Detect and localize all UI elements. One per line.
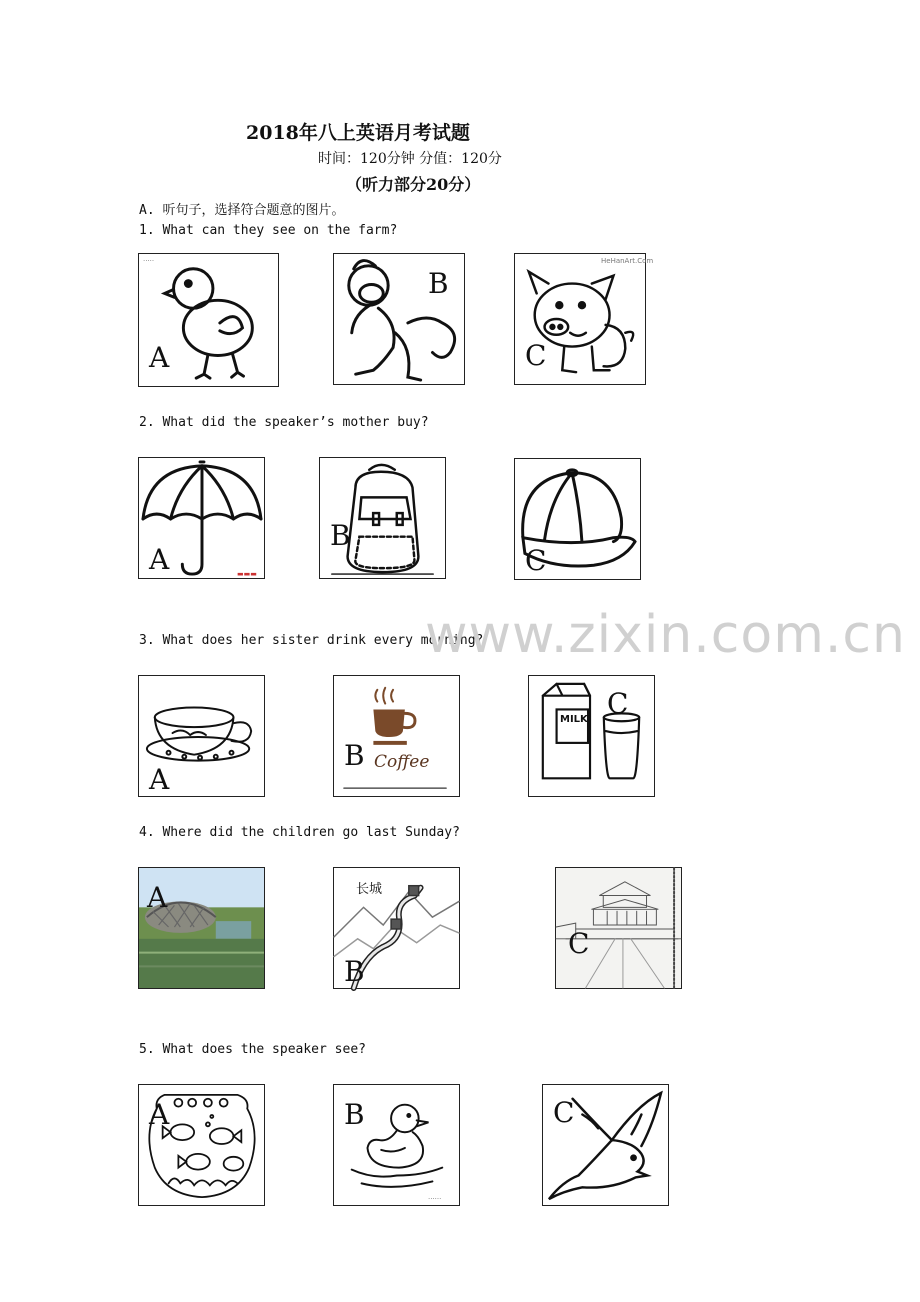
option-b-label: B: [344, 739, 365, 772]
option-a-label: A: [147, 881, 168, 914]
great-wall-label: 长城: [356, 882, 383, 897]
section-heading: （听力部分20分）: [346, 175, 481, 194]
coffee-picture: [333, 675, 460, 797]
option-c-label: C: [553, 1096, 575, 1129]
birds-nest-stadium-picture: [138, 867, 265, 989]
option-b-label: B: [344, 1098, 365, 1131]
option-c-label: C: [607, 687, 629, 720]
watermark: www.zixin.com.cn: [425, 605, 906, 665]
tea-cup-picture: [138, 675, 265, 797]
milk-picture: [528, 675, 655, 797]
option-a-label: A: [149, 1098, 170, 1131]
option-c-label: C: [568, 927, 590, 960]
part-a-instruction: A. 听句子，选择符合题意的图片。: [139, 203, 345, 218]
option-a-label: A: [149, 341, 170, 374]
pig-picture: [514, 253, 654, 385]
option-a-label: A: [149, 763, 170, 796]
monkey-picture: [333, 253, 465, 385]
question-4: 4. Where did the children go last Sunday?: [139, 825, 460, 840]
option-b-label: B: [330, 519, 351, 552]
page-title: 2018年八上英语月考试题: [246, 122, 470, 144]
coffee-label: Coffee: [374, 752, 430, 772]
cap-picture: [514, 458, 641, 580]
question-5: 5. What does the speaker see?: [139, 1042, 366, 1057]
great-wall-picture: [333, 867, 460, 989]
backpack-picture: [319, 457, 446, 579]
forbidden-city-picture: [555, 867, 682, 989]
option-b-label: B: [344, 955, 365, 988]
bird-picture: [542, 1084, 669, 1206]
milk-label: MILK: [560, 714, 588, 725]
option-b-label: B: [428, 267, 449, 300]
option-c-label: C: [525, 544, 547, 577]
option-a-label: A: [149, 543, 170, 576]
question-1: 1. What can they see on the farm?: [139, 223, 398, 238]
option-c-label: C: [525, 339, 547, 372]
exam-meta: 时间：120分钟 分值：120分: [318, 151, 502, 167]
chick-picture: ····· A: [138, 253, 279, 387]
question-3: 3. What does her sister drink every morning?: [139, 633, 484, 648]
fish-bowl-picture: [138, 1084, 265, 1206]
duck-picture: ······ B: [333, 1084, 460, 1206]
umbrella-picture: ▬▬▬ A: [138, 457, 265, 579]
question-2: 2. What did the speaker’s mother buy?: [139, 415, 429, 430]
pig-site-text: HeHanArt.Com: [601, 257, 654, 265]
